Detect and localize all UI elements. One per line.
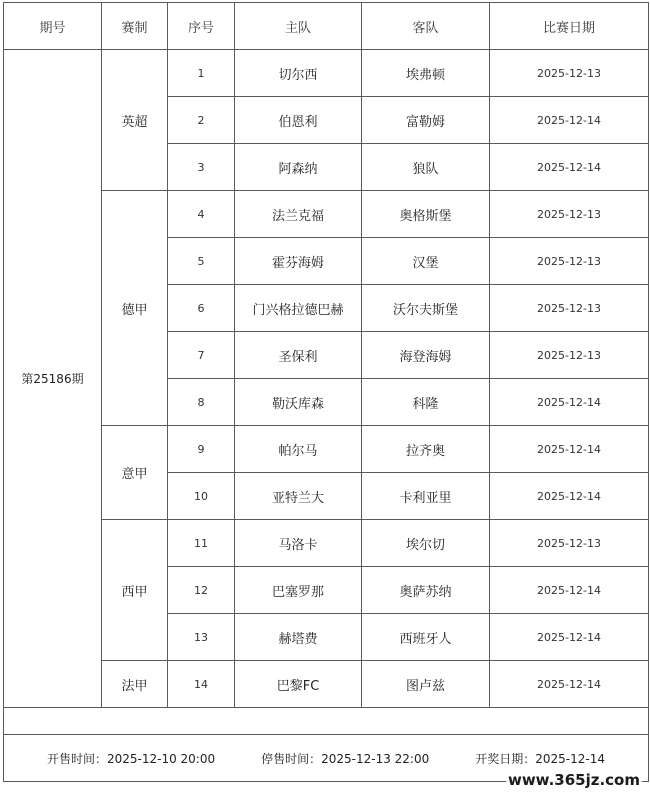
away-team: 富勒姆 — [362, 97, 490, 144]
home-team: 阿森纳 — [235, 144, 362, 191]
header-away: 客队 — [362, 3, 490, 50]
away-team: 西班牙人 — [362, 614, 490, 661]
away-team: 图卢兹 — [362, 661, 490, 708]
match-num: 5 — [168, 238, 235, 285]
match-num: 3 — [168, 144, 235, 191]
sale-start-time: 开售时间：2025-12-10 20:00 — [46, 751, 216, 766]
match-date: 2025-12-13 — [490, 238, 649, 285]
match-date: 2025-12-14 — [490, 426, 649, 473]
home-team: 霍芬海姆 — [235, 238, 362, 285]
match-num: 4 — [168, 191, 235, 238]
league-cell-la-liga: 西甲 — [102, 520, 168, 661]
match-date: 2025-12-14 — [490, 567, 649, 614]
match-date: 2025-12-13 — [490, 332, 649, 379]
lottery-schedule-table — [3, 2, 649, 782]
home-team: 帕尔马 — [235, 426, 362, 473]
match-date: 2025-12-14 — [490, 614, 649, 661]
away-team: 拉齐奥 — [362, 426, 490, 473]
header-num: 序号 — [168, 3, 235, 50]
blank-row — [4, 708, 649, 735]
home-team: 巴塞罗那 — [235, 567, 362, 614]
home-team: 亚特兰大 — [235, 473, 362, 520]
league-cell-epl: 英超 — [102, 50, 168, 191]
away-team: 科隆 — [362, 379, 490, 426]
league-cell-ligue-1: 法甲 — [102, 661, 168, 708]
home-team: 门兴格拉德巴赫 — [235, 285, 362, 332]
sale-end-time: 停售时间：2025-12-13 22:00 — [261, 751, 430, 766]
match-date: 2025-12-13 — [490, 520, 649, 567]
match-num: 7 — [168, 332, 235, 379]
match-date: 2025-12-13 — [490, 50, 649, 97]
match-date: 2025-12-13 — [490, 191, 649, 238]
period-cell: 第25186期 — [4, 50, 102, 708]
header-row — [4, 3, 649, 50]
home-team: 切尔西 — [235, 50, 362, 97]
match-num: 14 — [168, 661, 235, 708]
away-team: 狼队 — [362, 144, 490, 191]
away-team: 卡利亚里 — [362, 473, 490, 520]
match-num: 6 — [168, 285, 235, 332]
match-num: 9 — [168, 426, 235, 473]
league-cell-bundesliga: 德甲 — [102, 191, 168, 426]
home-team: 赫塔费 — [235, 614, 362, 661]
header-home: 主队 — [235, 3, 362, 50]
sale-info — [4, 750, 648, 767]
home-team: 勒沃库森 — [235, 379, 362, 426]
match-num: 2 — [168, 97, 235, 144]
match-num: 12 — [168, 567, 235, 614]
away-team: 汉堡 — [362, 238, 490, 285]
match-date: 2025-12-14 — [490, 97, 649, 144]
match-date: 2025-12-13 — [490, 285, 649, 332]
home-team: 马洛卡 — [235, 520, 362, 567]
match-date: 2025-12-14 — [490, 473, 649, 520]
match-num: 11 — [168, 520, 235, 567]
table-row — [4, 50, 649, 97]
away-team: 埃尔切 — [362, 520, 490, 567]
draw-date: 开奖日期：2025-12-14 — [475, 751, 605, 766]
away-team: 奥格斯堡 — [362, 191, 490, 238]
match-date: 2025-12-14 — [490, 661, 649, 708]
league-cell-serie-a: 意甲 — [102, 426, 168, 520]
blank-cell — [4, 708, 649, 735]
header-league: 赛制 — [102, 3, 168, 50]
home-team: 巴黎FC — [235, 661, 362, 708]
header-period: 期号 — [4, 3, 102, 50]
match-num: 1 — [168, 50, 235, 97]
header-date: 比赛日期 — [490, 3, 649, 50]
home-team: 法兰克福 — [235, 191, 362, 238]
match-num: 8 — [168, 379, 235, 426]
away-team: 海登海姆 — [362, 332, 490, 379]
match-date: 2025-12-14 — [490, 144, 649, 191]
away-team: 沃尔夫斯堡 — [362, 285, 490, 332]
away-team: 奥萨苏纳 — [362, 567, 490, 614]
match-date: 2025-12-14 — [490, 379, 649, 426]
away-team: 埃弗顿 — [362, 50, 490, 97]
watermark: www.365jz.com — [507, 771, 640, 789]
home-team: 伯恩利 — [235, 97, 362, 144]
match-num: 10 — [168, 473, 235, 520]
match-num: 13 — [168, 614, 235, 661]
home-team: 圣保利 — [235, 332, 362, 379]
